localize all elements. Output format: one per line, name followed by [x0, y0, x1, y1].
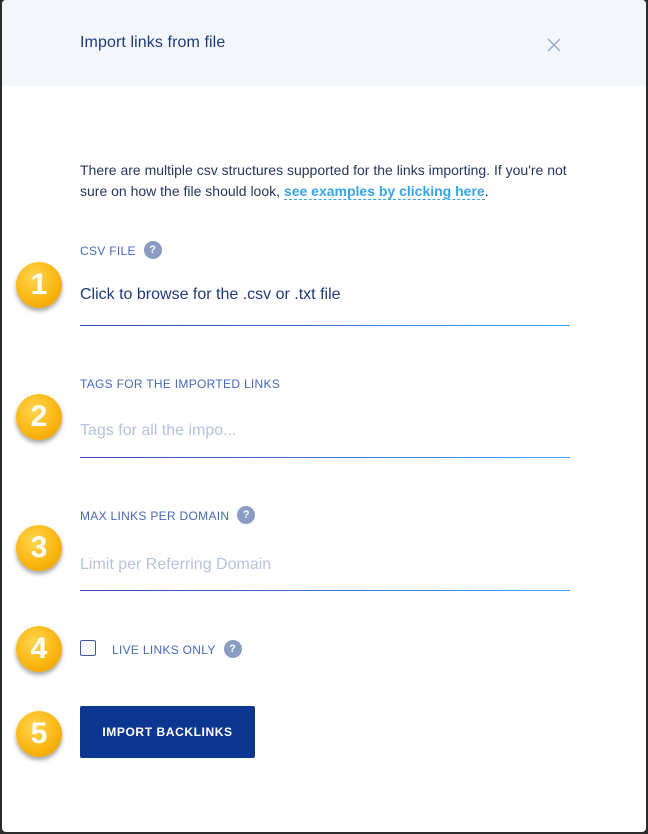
dialog-title: Import links from file [80, 34, 226, 51]
max-links-label [80, 508, 255, 526]
live-links-label [112, 642, 242, 660]
live-links-label-text: LIVE LINKS ONLY [112, 643, 216, 658]
intro-body: There are multiple csv structures supported for the links importing. If you're not sure on how the file should look, [80, 162, 567, 199]
dialog-header [2, 0, 646, 86]
step-badge-5: 5 [16, 711, 62, 757]
examples-link[interactable]: see examples by clicking here [283, 183, 485, 199]
live-links-help-icon[interactable]: ? [224, 640, 242, 658]
csv-file-picker[interactable] [80, 286, 570, 326]
max-links-field [80, 555, 570, 591]
intro-text [80, 160, 580, 202]
csv-file-help-icon[interactable]: ? [144, 241, 162, 259]
close-button[interactable] [543, 34, 565, 56]
tags-input[interactable] [80, 414, 560, 448]
csv-file-underline [80, 325, 570, 326]
csv-file-label-text: CSV FILE [80, 244, 136, 259]
csv-browse-text[interactable]: Click to browse for the .csv or .txt file [80, 286, 341, 303]
max-links-help-icon[interactable]: ? [237, 506, 255, 524]
max-links-underline [80, 590, 570, 591]
tags-field [80, 422, 570, 458]
live-links-checkbox[interactable] [80, 640, 96, 656]
max-links-label-text: MAX LINKS PER DOMAIN [80, 509, 230, 524]
csv-file-label [80, 243, 162, 261]
step-badge-2: 2 [16, 394, 62, 440]
step-badge-4: 4 [16, 626, 62, 672]
intro-suffix: . [484, 183, 489, 199]
tags-underline [80, 457, 570, 458]
tags-label: TAGS FOR THE IMPORTED LINKS [80, 377, 281, 391]
import-backlinks-button[interactable]: IMPORT BACKLINKS [80, 706, 255, 758]
step-badge-3: 3 [16, 525, 62, 571]
step-badge-1: 1 [16, 262, 62, 308]
close-icon [543, 34, 565, 56]
import-links-dialog [2, 0, 646, 832]
max-links-input[interactable] [80, 548, 560, 582]
